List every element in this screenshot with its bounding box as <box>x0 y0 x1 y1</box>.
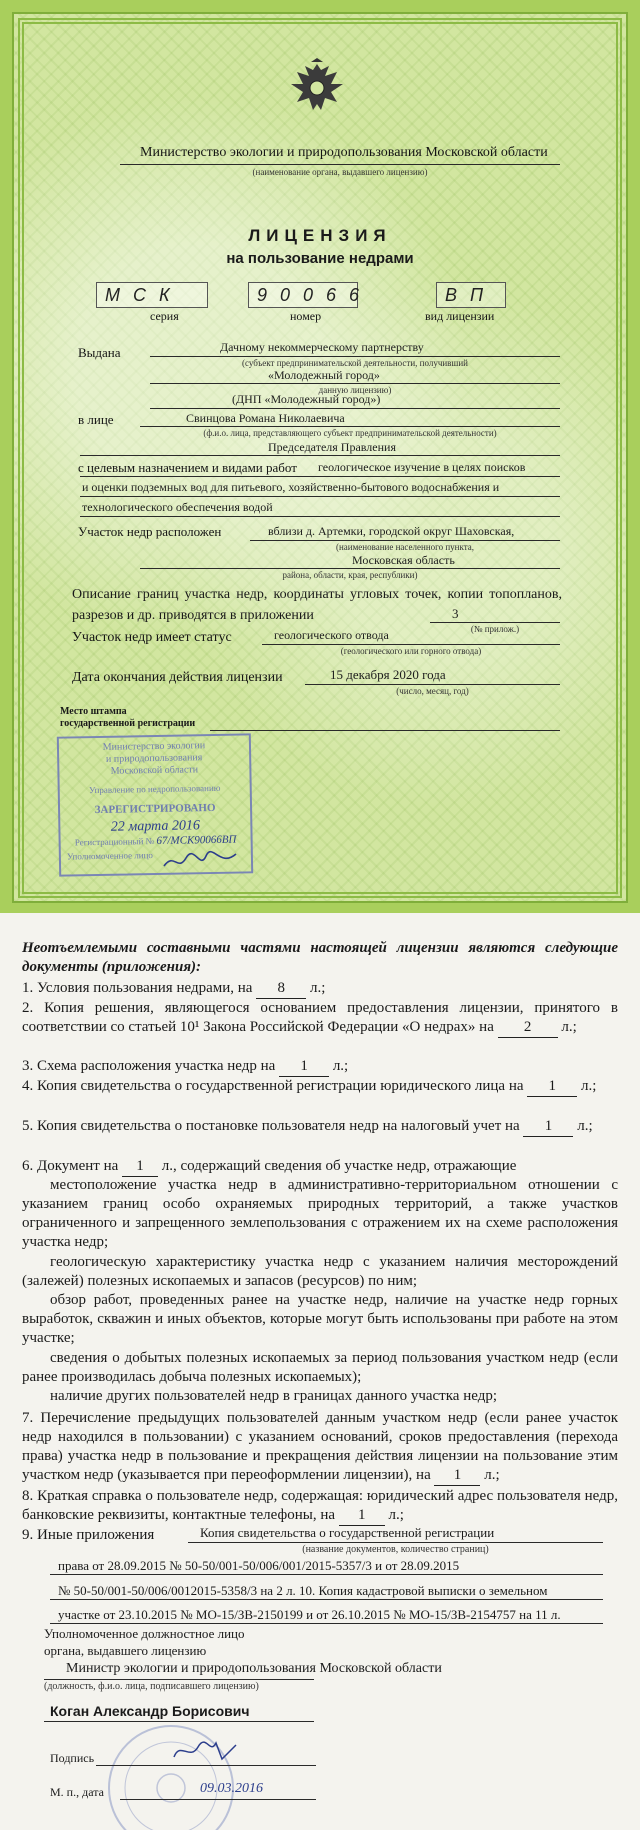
item-2-suffix: л.; <box>561 1019 577 1035</box>
item-2 <box>22 999 618 1038</box>
item-9-value: Копия свидетельства о государственной регистрации <box>200 1525 495 1540</box>
org-short-name: (ДНП «Молодежный город») <box>232 392 381 406</box>
item-7-pages: 1 <box>434 1466 480 1486</box>
signature-label: Подпись <box>50 1751 95 1765</box>
stamp-date: 22 марта 2016 <box>110 818 201 835</box>
stamp-place-label-1: Место штампа <box>60 706 127 717</box>
license-title: ЛИЦЕНЗИЯ <box>248 226 392 245</box>
item-4 <box>22 1077 618 1097</box>
item-6-location: местоположение участка недр в административно-территориальном отношении с указанием границ особо охраняемых природных территорий, а также участков ограниченного и запрещенного землепользования с отражением их на схеме расположения участка недр; <box>22 1177 618 1250</box>
location-value: вблизи д. Артемки, городской округ Шаховская, <box>268 524 515 538</box>
item-3-suffix: л.; <box>332 1058 349 1074</box>
item-6-other-users: наличие других пользователей недр в границах данного участка недр; <box>50 1388 497 1404</box>
type-caption: вид лицензии <box>425 309 495 323</box>
type-box: ВП <box>436 282 506 308</box>
expiry-label: Дата окончания действия лицензии <box>72 670 283 685</box>
item-5-text: 5. Копия свидетельства о постановке пользователя недр на налоговый учет на <box>22 1118 520 1134</box>
appendix-caption: (№ прилож.) <box>470 624 520 634</box>
item-4-text: 4. Копия свидетельства о государственной регистрации юридического лица на <box>22 1078 524 1094</box>
item-6 <box>22 1157 618 1177</box>
official-signature-icon <box>170 1735 240 1765</box>
item-4-pages: 1 <box>527 1077 577 1097</box>
stamp-reg-number: 67/МСК90066ВП <box>156 833 237 847</box>
item-8-pages: 1 <box>339 1506 385 1526</box>
item-8 <box>22 1487 618 1526</box>
signer-name: Коган Александр Борисович <box>50 1703 250 1719</box>
stamp-line-1: Министерство экологии <box>102 740 206 753</box>
ministry-caption: (наименование органа, выдавшего лицензию) <box>252 167 428 177</box>
location-caption: (наименование населенного пункта, <box>335 542 475 552</box>
purpose-value-3: технологического обеспечения водой <box>82 500 273 514</box>
status-value: геологического отвода <box>274 628 389 642</box>
item-7-text: 7. Перечисление предыдущих пользователей данным участком недр (если ранее участок недр находился в пользовании) с указанием оснований, сроков предоставления (перехода права) участка недр в пользование и прекращения действия лицензии на пользование этим участком недр (указывается при переоформлении лицензии), на <box>22 1410 618 1483</box>
stamp-line-2: и природопользования <box>105 752 203 765</box>
number-box: 90066 <box>248 282 358 308</box>
item-9-line-2: права от 28.09.2015 № 50-50/001-50/006/001/2015-5357/3 и от 28.09.2015 <box>58 1558 460 1573</box>
item-1 <box>22 979 618 999</box>
issued-label: Выдана <box>78 345 121 360</box>
item-3-text: 3. Схема расположения участка недр на <box>22 1058 276 1074</box>
item-5-suffix: л.; <box>577 1118 593 1134</box>
official-label-2: органа, выдавшего лицензию <box>44 1643 207 1658</box>
stamp-place-label-2: государственной регистрации <box>60 718 196 729</box>
item-7 <box>22 1409 618 1486</box>
item-1-text: 1. Условия пользования недрами, на <box>22 980 253 996</box>
item-7-suffix: л.; <box>484 1467 500 1483</box>
item-9-line-3: № 50-50/001-50/006/0012015-5358/3 на 2 л. 10. Копия кадастровой выписки о земельном <box>58 1583 548 1598</box>
official-label <box>44 1625 245 1659</box>
position-value: Председателя Правления <box>268 440 396 454</box>
item-6-geology: геологическую характеристику участка недр с указанием наличия месторождений (залежей) полезных ископаемых и запасов (ресурсов) по ним; <box>22 1254 618 1289</box>
item-5 <box>22 1117 618 1137</box>
ministry-name: Министерство экологии и природопользования Московской области <box>140 145 548 160</box>
item-9-label: 9. Иные приложения <box>22 1527 155 1543</box>
license-subtitle: на пользование недрами <box>226 250 414 267</box>
appendix-heading: Неотъемлемыми составными частями настоящей лицензии являются следующие документы (приложения): <box>22 940 618 975</box>
official-label-1: Уполномоченное должностное лицо <box>44 1626 245 1641</box>
issued-value: Дачному некоммерческому партнерству <box>220 340 424 354</box>
item-1-pages: 8 <box>256 979 306 999</box>
item-9-line-4: участке от 23.10.2015 № МО-15/ЗВ-2150199 и от 26.10.2015 № МО-15/ЗВ-2154757 на 11 л. <box>58 1607 561 1622</box>
item-9-caption: (название документов, количество страниц) <box>302 1544 489 1555</box>
expiry-caption: (число, месяц, год) <box>396 686 469 696</box>
stamp-signature-icon <box>160 848 240 874</box>
stamp-registered: ЗАРЕГИСТРИРОВАНО <box>94 801 216 817</box>
status-caption: (геологического или горного отвода) <box>340 646 482 656</box>
series-box: МСК <box>96 282 208 308</box>
description-body: Описание границ участка недр, координаты угловых точек, копии топопланов, разрезов и др. приводятся в приложении <box>72 587 562 623</box>
stamp-reg-label: Регистрационный № <box>74 836 155 848</box>
issued-caption-2: данную лицензию) <box>318 385 392 395</box>
license-page-back <box>0 913 640 1830</box>
item-1-suffix: л.; <box>309 980 326 996</box>
expiry-value: 15 декабря 2020 года <box>330 667 446 682</box>
item-4-suffix: л.; <box>581 1078 597 1094</box>
item-6-text: 6. Документ на <box>22 1158 119 1174</box>
number-caption: номер <box>290 309 322 323</box>
item-8-suffix: л.; <box>388 1507 404 1523</box>
purpose-value-1: геологическое изучение в целях поисков <box>318 460 526 474</box>
item-2-pages: 2 <box>498 1018 558 1038</box>
org-name: «Молодежный город» <box>268 368 380 382</box>
item-3-pages: 1 <box>279 1057 329 1077</box>
item-6-suffix: л., содержащий сведения об участке недр, отражающие <box>161 1158 517 1174</box>
location-label: Участок недр расположен <box>78 524 222 539</box>
purpose-label: с целевым назначением и видами работ <box>78 460 297 475</box>
license-page-front <box>0 0 640 913</box>
item-6-extracted: сведения о добытых полезных ископаемых за период пользования участком недр (если ранее производилась добыча полезных ископаемых); <box>22 1350 618 1385</box>
description-appendix: 3 <box>452 606 459 621</box>
item-6-review: обзор работ, проведенных ранее на участке недр, наличие на участке недр горных выработок, скважин и иных объектов, которые могут быть использованы при работе на этом участке; <box>22 1292 618 1346</box>
official-round-seal <box>96 1713 246 1830</box>
item-6-pages: 1 <box>122 1157 158 1177</box>
person-label: в лице <box>78 412 114 427</box>
stamp-official-label: Уполномоченное лицо <box>66 850 153 862</box>
location-caption-2: района, области, края, республики) <box>282 570 418 580</box>
coat-of-arms-emblem <box>285 58 349 120</box>
date-value: 09.03.2016 <box>200 1781 263 1796</box>
stamp-place-label <box>60 706 195 730</box>
status-label: Участок недр имеет статус <box>72 630 232 645</box>
item-3 <box>22 1057 618 1077</box>
stamp-line-3: Московской области <box>110 764 199 777</box>
item-8-text: 8. Краткая справка о пользователе недр, содержащая: юридический адрес пользователя недр, банковские реквизиты, контактные телефоны, на <box>22 1488 618 1523</box>
location-value-2: Московская область <box>352 553 455 567</box>
item-2-text: 2. Копия решения, являющегося основанием предоставления лицензии, принятого в соответствии со статьей 10¹ Закона Российской Федерации «О недрах» на <box>22 1000 618 1035</box>
purpose-value-2: и оценки подземных вод для питьевого, хозяйственно-бытового водоснабжения и <box>82 480 500 494</box>
official-position: Министр экологии и природопользования Московской области <box>66 1661 442 1676</box>
date-label: М. п., дата <box>50 1785 104 1799</box>
person-value: Свинцова Романа Николаевича <box>186 411 345 425</box>
item-5-pages: 1 <box>523 1117 573 1137</box>
official-caption: (должность, ф.и.о. лица, подписавшего лицензию) <box>44 1681 259 1692</box>
person-caption: (ф.и.о. лица, представляющего субъект предпринимательской деятельности) <box>203 428 497 438</box>
series-caption: серия <box>150 309 179 323</box>
issued-caption: (субъект предпринимательской деятельности, получивший <box>242 358 468 368</box>
description-text <box>72 584 562 626</box>
stamp-line-4: Управление по недропользованию <box>88 782 221 796</box>
